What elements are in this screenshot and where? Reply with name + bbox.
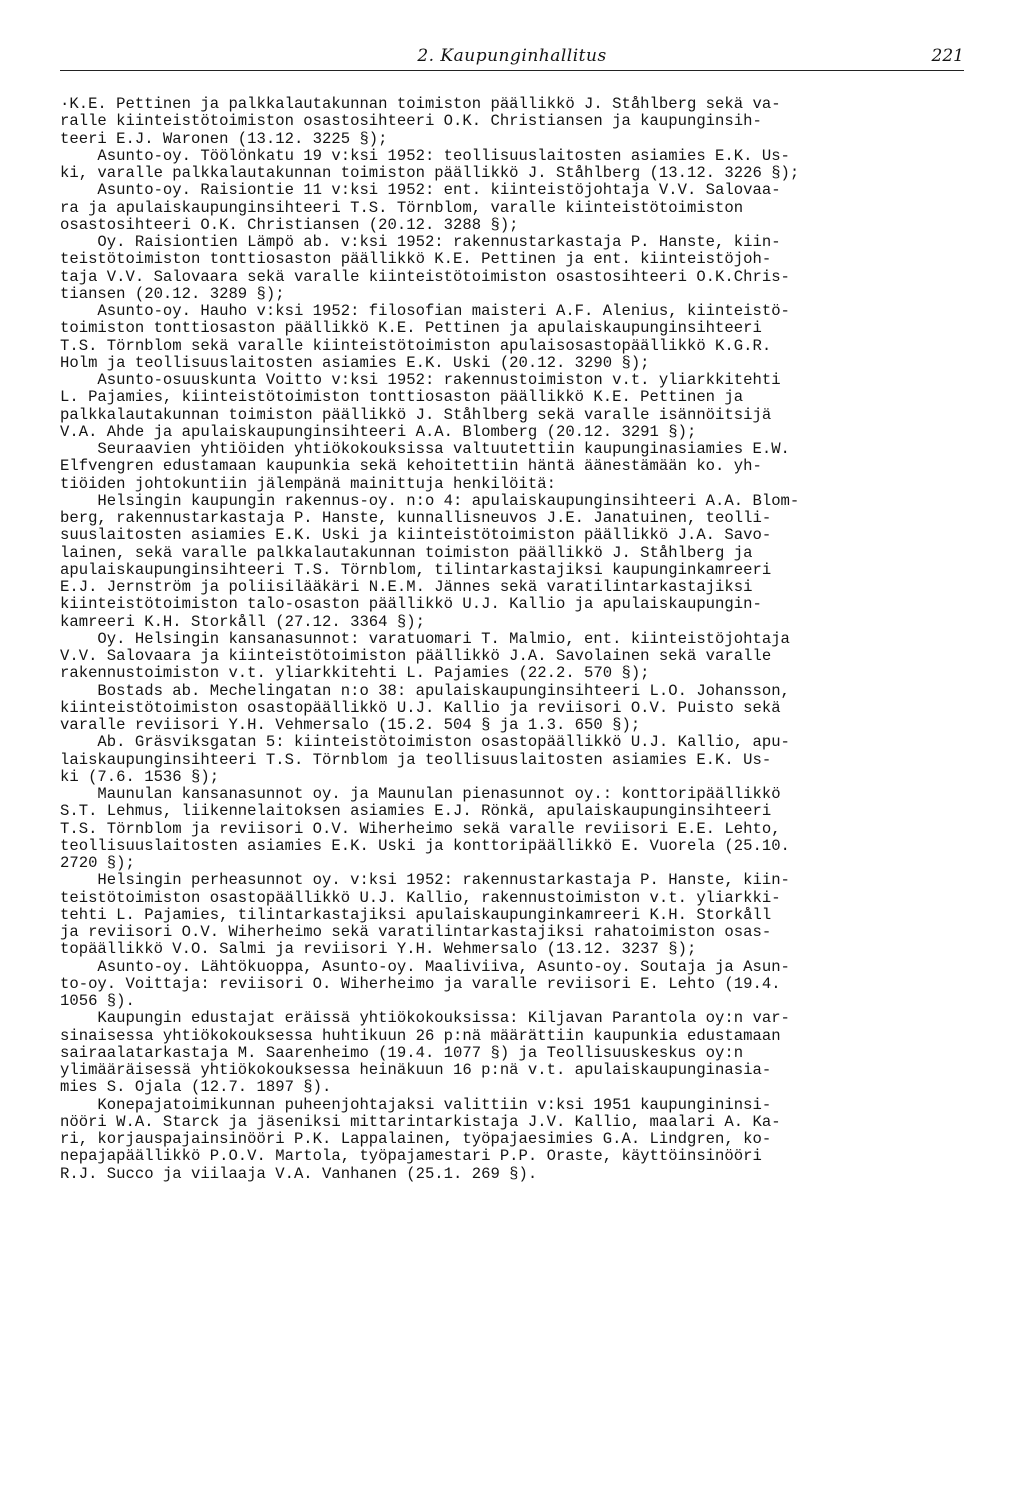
page-number: 221 bbox=[931, 46, 964, 66]
paragraph bbox=[60, 631, 972, 683]
text-line: ki, varalle palkkalautakunnan toimiston päällikkö J. Ståhlberg (13.12. 3226 §); bbox=[60, 164, 800, 182]
text-line: Bostads ab. Mechelingatan n:o 38: apulaiskaupunginsihteeri L.O. Johansson, bbox=[60, 681, 790, 700]
text-line: ri, korjauspajainsinööri P.K. Lappalainen, työpajaesimies G.A. Lindgren, ko- bbox=[60, 1130, 772, 1148]
text-line: ralle kiinteistötoimiston osastosihteeri O.K. Christiansen ja kaupunginsih- bbox=[60, 112, 762, 131]
text-line: Helsingin kaupungin rakennus-oy. n:o 4: apulaiskaupunginsihteeri A.A. Blom- bbox=[60, 491, 800, 510]
text-line: T.S. Törnblom sekä varalle kiinteistötoimiston apulaisosastopäällikkö K.G.R. bbox=[60, 336, 772, 355]
text-line: teollisuuslaitosten asiamies E.K. Uski ja konttoripäällikkö E. Vuorela (25.10. bbox=[60, 836, 790, 855]
paragraph bbox=[60, 234, 972, 303]
text-line: 1056 §). bbox=[60, 992, 135, 1010]
paragraph bbox=[60, 683, 972, 735]
text-line: sairaalatarkastaja M. Saarenheimo (19.4. 1077 §) ja Teollisuuskeskus oy:n bbox=[60, 1043, 744, 1062]
text-line: teeri E.J. Waronen (13.12. 3225 §); bbox=[60, 129, 388, 148]
text-line: ylimääräisessä yhtiökokouksessa heinäkuun 16 p:nä v.t. apulaiskaupunginasia- bbox=[60, 1061, 772, 1079]
text-line: kamreeri K.H. Storkåll (27.12. 3364 §); bbox=[60, 612, 425, 631]
text-line: apulaiskaupunginsihteeri T.S. Törnblom, tilintarkastajiksi kaupunginkamreeri bbox=[60, 560, 772, 579]
text-line: to-oy. Voittaja: reviisori O. Wiherheimo ja varalle reviisori E. Lehto (19.4. bbox=[60, 974, 781, 993]
text-line: Ab. Gräsviksgatan 5: kiinteistötoimiston osastopäällikkö U.J. Kallio, apu- bbox=[60, 733, 790, 752]
text-line: teistötoimiston tonttiosaston päällikkö K.E. Pettinen ja ent. kiinteistöjoh- bbox=[60, 250, 772, 269]
text-line: L. Pajamies, kiinteistötoimiston tonttiosaston päällikkö K.E. Pettinen ja bbox=[60, 388, 744, 407]
text-line: Asunto-oy. Töölönkatu 19 v:ksi 1952: teollisuuslaitosten asiamies E.K. Us- bbox=[60, 146, 790, 165]
text-line: kiinteistötoimiston talo-osaston päällikkö U.J. Kallio ja apulaiskaupungin- bbox=[60, 595, 762, 614]
text-line: Oy. Helsingin kansanasunnot: varatuomari T. Malmio, ent. kiinteistöjohtaja bbox=[60, 629, 790, 648]
text-line: ki (7.6. 1536 §); bbox=[60, 767, 220, 786]
text-line: lainen, sekä varalle palkkalautakunnan toimiston päällikkö J. Ståhlberg ja bbox=[60, 543, 753, 562]
text-line: ·K.E. Pettinen ja palkkalautakunnan toimiston päällikkö J. Ståhlberg sekä va- bbox=[60, 95, 781, 113]
text-line: Kaupungin edustajat eräissä yhtiökokouksissa: Kiljavan Parantola oy:n var- bbox=[60, 1009, 790, 1028]
text-line: nööri W.A. Starck ja jäseniksi mittarintarkistaja J.V. Kallio, maalari A. Ka- bbox=[60, 1112, 781, 1131]
text-line: Asunto-oy. Hauho v:ksi 1952: filosofian maisteri A.F. Alenius, kiinteistö- bbox=[60, 302, 790, 320]
text-line: V.V. Salovaara ja kiinteistötoimiston päällikkö J.A. Savolainen sekä varalle bbox=[60, 647, 772, 665]
text-line: tehti L. Pajamies, tilintarkastajiksi apulaiskaupunginkamreeri K.H. Storkåll bbox=[60, 905, 772, 924]
text-line: teistötoimiston osastopäällikkö U.J. Kallio, rakennustoimiston v.t. yliarkki- bbox=[60, 888, 781, 907]
text-line: T.S. Törnblom ja reviisori O.V. Wiherheimo sekä varalle reviisori E.E. Lehto, bbox=[60, 819, 781, 838]
paragraph bbox=[60, 959, 972, 1011]
text-line: S.T. Lehmus, liikennelaitoksen asiamies E.J. Rönkä, apulaiskaupunginsihteeri bbox=[60, 802, 772, 821]
text-line: Helsingin perheasunnot oy. v:ksi 1952: rakennustarkastaja P. Hanste, kiin- bbox=[60, 871, 790, 890]
text-line: berg, rakennustarkastaja P. Hanste, kunnallisneuvos J.E. Janatuinen, teolli- bbox=[60, 509, 772, 527]
paragraph bbox=[60, 148, 972, 183]
text-line: varalle reviisori Y.H. Vehmersalo (15.2. 504 § ja 1.3. 650 §); bbox=[60, 716, 641, 734]
text-line: nepajapäällikkö P.O.V. Martola, työpajamestari P.P. Oraste, käyttöinsinööri bbox=[60, 1147, 762, 1166]
text-line: E.J. Jernström ja poliisilääkäri N.E.M. Jännes sekä varatilintarkastajiksi bbox=[60, 578, 753, 596]
text-line: ra ja apulaiskaupunginsihteeri T.S. Törnblom, varalle kiinteistötoimiston bbox=[60, 198, 744, 217]
paragraph bbox=[60, 303, 972, 372]
paragraph bbox=[60, 372, 972, 441]
text-line: osastosihteeri O.K. Christiansen (20.12. 3288 §); bbox=[60, 215, 519, 234]
body-text bbox=[60, 96, 972, 1183]
text-line: tiöiden johtokuntiin jälempänä mainittuja henkilöitä: bbox=[60, 474, 556, 493]
text-line: taja V.V. Salovaara sekä varalle kiinteistötoimiston osastosihteeri O.K.Chris- bbox=[60, 267, 790, 286]
text-line: Seuraavien yhtiöiden yhtiökokouksissa valtuutettiin kaupunginasiamies E.W. bbox=[60, 440, 790, 458]
text-line: R.J. Succo ja viilaaja V.A. Vanhanen (25.1. 269 §). bbox=[60, 1164, 538, 1183]
text-line: Asunto-osuuskunta Voitto v:ksi 1952: rakennustoimiston v.t. yliarkkitehti bbox=[60, 371, 781, 389]
page-header bbox=[60, 44, 964, 71]
text-line: Maunulan kansanasunnot oy. ja Maunulan pienasunnot oy.: konttoripäällikkö bbox=[60, 785, 781, 803]
text-line: Asunto-oy. Lähtökuoppa, Asunto-oy. Maaliviiva, Asunto-oy. Soutaja ja Asun- bbox=[60, 957, 790, 976]
text-line: Asunto-oy. Raisiontie 11 v:ksi 1952: ent. kiinteistöjohtaja V.V. Salovaa- bbox=[60, 181, 781, 200]
text-line: kiinteistötoimiston osastopäällikkö U.J. Kallio ja reviisori O.V. Puisto sekä bbox=[60, 698, 781, 717]
paragraph bbox=[60, 734, 972, 786]
text-line: palkkalautakunnan toimiston päällikkö J. Ståhlberg sekä varalle isännöitsijä bbox=[60, 405, 772, 424]
text-line: rakennustoimiston v.t. yliarkkitehti L. Pajamies (22.2. 570 §); bbox=[60, 664, 650, 683]
text-line: Holm ja teollisuuslaitosten asiamies E.K. Uski (20.12. 3290 §); bbox=[60, 353, 650, 372]
text-line: laiskaupunginsihteeri T.S. Törnblom ja teollisuuslaitosten asiamies E.K. Us- bbox=[60, 750, 772, 769]
text-line: Konepajatoimikunnan puheenjohtajaksi valittiin v:ksi 1951 kaupungininsi- bbox=[60, 1095, 772, 1114]
text-line: ja reviisori O.V. Wiherheimo sekä varatilintarkastajiksi rahatoimiston osas- bbox=[60, 923, 772, 941]
paragraph bbox=[60, 1010, 972, 1096]
paragraph bbox=[60, 441, 972, 493]
paragraph bbox=[60, 786, 972, 872]
text-line: 2720 §); bbox=[60, 854, 135, 872]
paragraph bbox=[60, 96, 972, 148]
paragraph bbox=[60, 872, 972, 958]
text-line: toimiston tonttiosaston päällikkö K.E. Pettinen ja apulaiskaupunginsihteeri bbox=[60, 319, 762, 338]
text-line: topäällikkö V.O. Salmi ja reviisori Y.H. Wehmersalo (13.12. 3237 §); bbox=[60, 940, 697, 959]
paragraph bbox=[60, 1097, 972, 1183]
text-line: Elfvengren edustamaan kaupunkia sekä kehoitettiin häntä äänestämään ko. yh- bbox=[60, 457, 762, 476]
paragraph bbox=[60, 182, 972, 234]
text-line: Oy. Raisiontien Lämpö ab. v:ksi 1952: rakennustarkastaja P. Hanste, kiin- bbox=[60, 233, 781, 251]
text-line: V.A. Ahde ja apulaiskaupunginsihteeri A.A. Blomberg (20.12. 3291 §); bbox=[60, 422, 697, 441]
paragraph bbox=[60, 493, 972, 631]
running-title: 2. Kaupunginhallitus bbox=[417, 46, 607, 66]
text-line: mies S. Ojala (12.7. 1897 §). bbox=[60, 1078, 332, 1097]
text-line: tiansen (20.12. 3289 §); bbox=[60, 284, 285, 303]
text-line: suuslaitosten asiamies E.K. Uski ja kiinteistötoimiston päällikkö J.A. Savo- bbox=[60, 526, 772, 545]
text-line: sinaisessa yhtiökokouksessa huhtikuun 26 p:nä määrättiin kaupunkia edustamaan bbox=[60, 1026, 781, 1045]
